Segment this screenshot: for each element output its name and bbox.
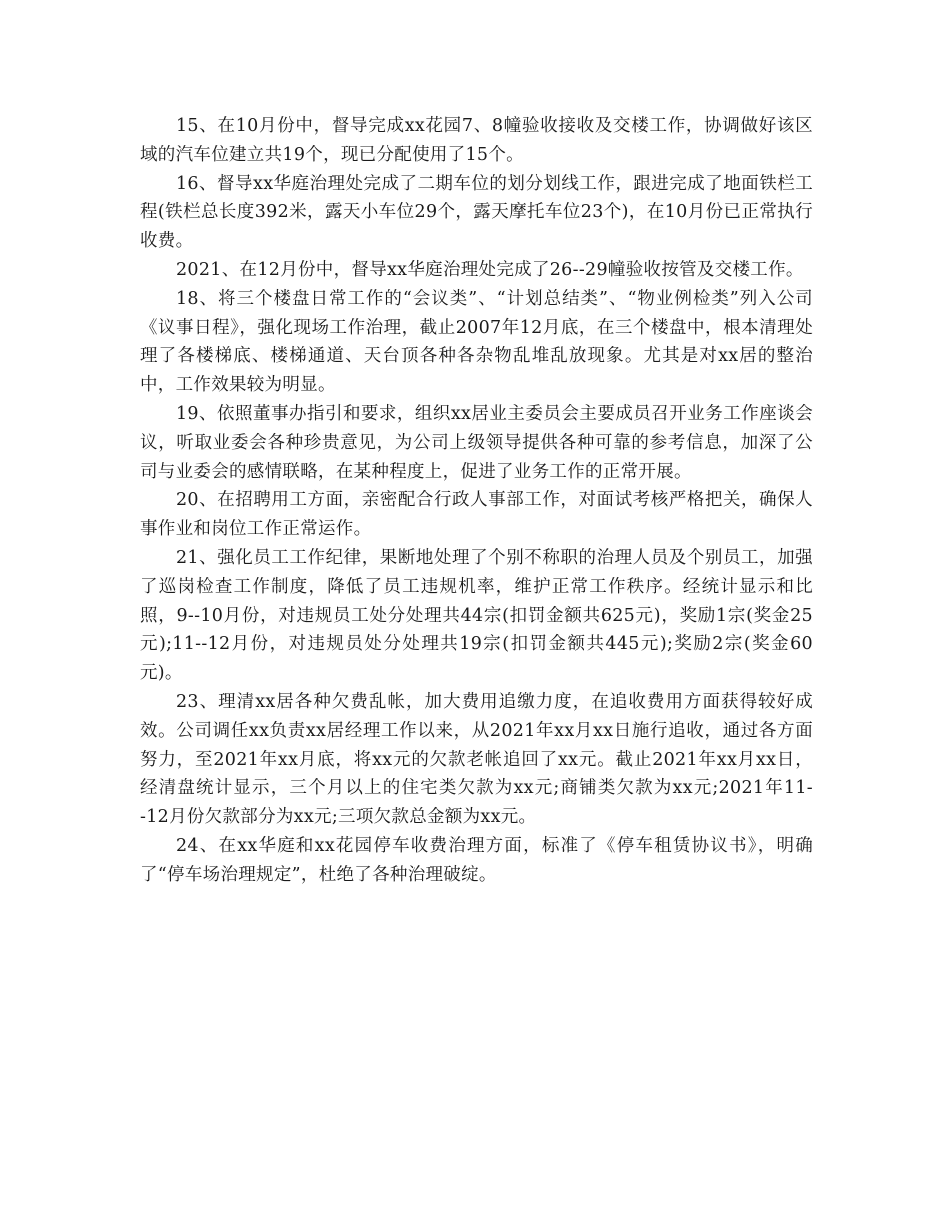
paragraph-23: 23、理清xx居各种欠费乱帐，加大费用追缴力度，在追收费用方面获得较好成效。公司调任xx负责xx居经理工作以来，从2021年xx月xx日施行追收，通过各方面努力，至2021年xx月底，将xx元的欠款老帐追回了xx元。截止2021年xx月xx日，经清盘统计显示，三个月以上的住宅类欠款为xx元;商铺类欠款为xx元;2021年11--12月份欠款部分为xx元;三项欠款总金额为xx元。 [140,691,813,828]
paragraph-18: 18、将三个楼盘日常工作的“会议类”、“计划总结类”、“物业例检类”列入公司《议事日程》，强化现场工作治理，截止2007年12月底，在三个楼盘中，根本清理处理了各楼梯底、楼梯通道、天台顶各种各杂物乱堆乱放现象。尤其是对xx居的整治中，工作效果较为明显。 [140,288,813,396]
paragraph-2021: 2021、在12月份中，督导xx华庭治理处完成了26--29幢验收按管及交楼工作。 [176,259,804,280]
paragraph-20: 20、在招聘用工方面，亲密配合行政人事部工作，对面试考核严格把关，确保人事作业和岗位工作正常运作。 [140,490,813,540]
paragraph-19: 19、依照董事办指引和要求，组织xx居业主委员会主要成员召开业务工作座谈会议，听取业委会各种珍贵意见，为公司上级领导提供各种可靠的参考信息，加深了公司与业委会的感情联略，在某种程度上，促进了业务工作的正常开展。 [140,403,813,482]
paragraph-24: 24、在xx华庭和xx花园停车收费治理方面，标准了《停车租赁协议书》，明确了“停车场治理规定”，杜绝了各种治理破绽。 [140,835,813,885]
paragraph-21: 21、强化员工工作纪律，果断地处理了个别不称职的治理人员及个别员工，加强了巡岗检查工作制度，降低了员工违规机率，维护正常工作秩序。经统计显示和比照，9--10月份，对违规员工处分处理共44宗(扣罚金额共625元)，奖励1宗(奖金25元);11--12月份，对违规员处分处理共19宗(扣罚金额共445元);奖励2宗(奖金60元)。 [140,547,813,684]
paragraph-15: 15、在10月份中，督导完成xx花园7、8幢验收接收及交楼工作，协调做好该区域的汽车位建立共19个，现已分配使用了15个。 [140,116,813,165]
paragraph-16: 16、督导xx华庭治理处完成了二期车位的划分划线工作，跟进完成了地面铁栏工程(铁栏总长度392米，露天小车位29个，露天摩托车位23个)，在10月份已正常执行收费。 [140,173,813,252]
